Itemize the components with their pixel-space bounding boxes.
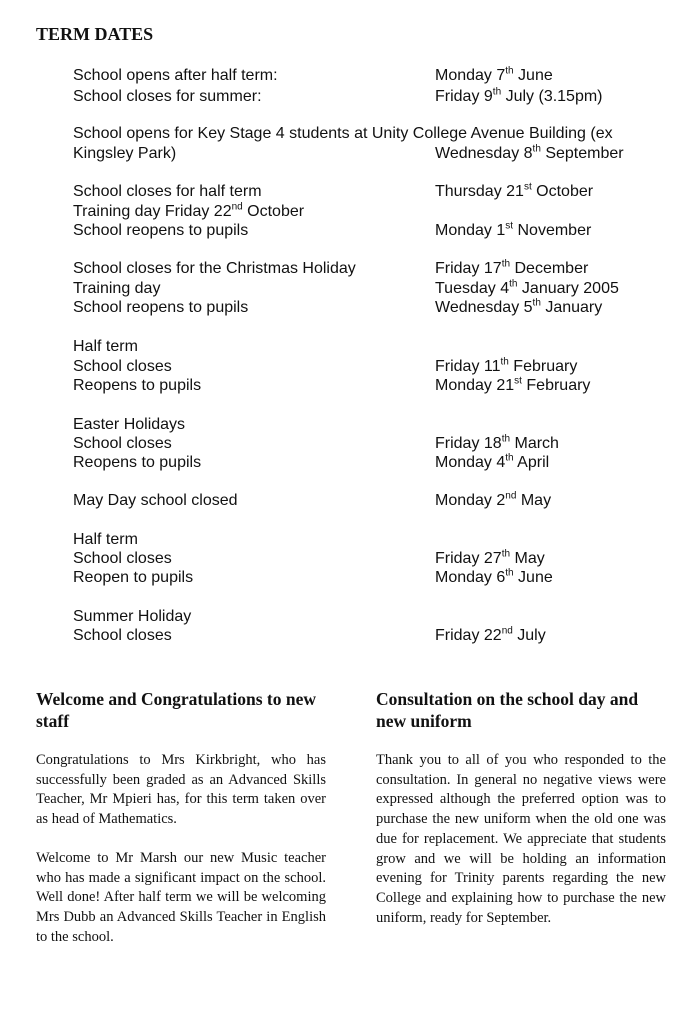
term-event-date: Friday 9th July (3.15pm) bbox=[435, 86, 603, 105]
term-event-label: School opens for Key Stage 4 students at Unity College Avenue Building (ex bbox=[73, 125, 613, 142]
term-event-date: Monday 1st November bbox=[435, 220, 592, 239]
consultation-paragraph: Thank you to all of you who responded to the consultation. In general no negative views were expressed although the preferred option was to purchase the new uniform when the old one was due for replacement. We appreciate that students grow and we will be holding an information evening for Trinity parents regarding the new College and explaining how to purchase the new uniform, ready for September. bbox=[376, 752, 666, 926]
term-event-date: Monday 6th June bbox=[435, 567, 553, 586]
term-event-label: Half term bbox=[73, 531, 138, 548]
term-event-label: Half term bbox=[73, 338, 138, 355]
term-event-date: Friday 27th May bbox=[435, 548, 545, 567]
term-event-date: Wednesday 5th January bbox=[435, 297, 603, 316]
term-event-label: School closes bbox=[73, 435, 172, 452]
term-event-date: Friday 17th December bbox=[435, 258, 589, 277]
term-event-date: Thursday 21st October bbox=[435, 181, 594, 200]
term-event-date: Friday 22nd July bbox=[435, 625, 546, 644]
term-event-label: Reopens to pupils bbox=[73, 377, 202, 394]
ordinal-suffix: nd bbox=[505, 490, 517, 502]
term-event-label: School reopens to pupils bbox=[73, 222, 249, 239]
welcome-title: Welcome and Congratulations to new staff bbox=[36, 689, 316, 731]
welcome-paragraph: Congratulations to Mrs Kirkbright, who has successfully been graded as an Advanced Skills Teacher, Mr Mpieri has, for this term taken over as head of Mathematics. bbox=[36, 752, 326, 828]
term-event-date: Tuesday 4th January 2005 bbox=[435, 278, 619, 297]
ordinal-suffix: st bbox=[514, 375, 522, 387]
term-event-label: School closes bbox=[73, 550, 172, 567]
term-event-date: Friday 11th February bbox=[435, 356, 578, 375]
term-event-date: Monday 21st February bbox=[435, 375, 591, 394]
ordinal-suffix: th bbox=[501, 548, 511, 560]
term-event-label: Reopens to pupils bbox=[73, 454, 202, 471]
term-event-date: Monday 2nd May bbox=[435, 490, 552, 509]
welcome-paragraph: Welcome to Mr Marsh our new Music teacher who has made a significant impact on the school. Well done! After half term we will be welcoming Mrs Dubb an Advanced Skills Teacher in English to the school. bbox=[36, 849, 326, 945]
ordinal-suffix: th bbox=[501, 433, 511, 445]
term-event-label: School closes bbox=[73, 358, 172, 375]
term-event-date: Monday 4th April bbox=[435, 452, 550, 471]
page-title: TERM DATES bbox=[36, 24, 154, 44]
term-event-label: Kingsley Park) bbox=[73, 145, 177, 162]
term-event-label: School closes bbox=[73, 627, 172, 644]
consultation-body bbox=[376, 751, 666, 947]
ordinal-suffix: th bbox=[505, 452, 514, 464]
ordinal-suffix: th bbox=[492, 86, 502, 98]
term-event-label: Training day bbox=[73, 280, 161, 297]
ordinal-suffix: th bbox=[505, 65, 514, 77]
term-event-label: School closes for summer: bbox=[73, 88, 262, 105]
ordinal-suffix: th bbox=[509, 278, 518, 290]
term-event-label: School closes for the Christmas Holiday bbox=[73, 260, 356, 277]
term-event-label: Summer Holiday bbox=[73, 608, 192, 625]
ordinal-suffix: nd bbox=[231, 201, 243, 213]
term-event-label: School reopens to pupils bbox=[73, 299, 249, 316]
ordinal-suffix: th bbox=[501, 258, 511, 270]
ordinal-suffix: nd bbox=[501, 625, 513, 637]
term-event-label: Training day Friday 22nd October bbox=[73, 201, 305, 220]
term-event-label: Reopen to pupils bbox=[73, 569, 194, 586]
ordinal-suffix: th bbox=[505, 567, 514, 579]
term-event-date: Wednesday 8th September bbox=[435, 143, 624, 162]
term-event-date: Friday 18th March bbox=[435, 433, 559, 452]
consultation-title: Consultation on the school day and new uniform bbox=[376, 689, 639, 731]
welcome-body bbox=[36, 751, 326, 966]
term-event-label: School opens after half term: bbox=[73, 67, 278, 84]
ordinal-suffix: th bbox=[500, 356, 509, 368]
ordinal-suffix: th bbox=[532, 143, 541, 155]
ordinal-suffix: st bbox=[505, 220, 514, 232]
term-event-label: May Day school closed bbox=[73, 492, 238, 509]
term-event-label: School closes for half term bbox=[73, 183, 262, 200]
term-event-date: Monday 7th June bbox=[435, 65, 553, 84]
ordinal-suffix: th bbox=[532, 297, 541, 309]
ordinal-suffix: st bbox=[523, 181, 532, 193]
term-event-label: Easter Holidays bbox=[73, 416, 186, 433]
